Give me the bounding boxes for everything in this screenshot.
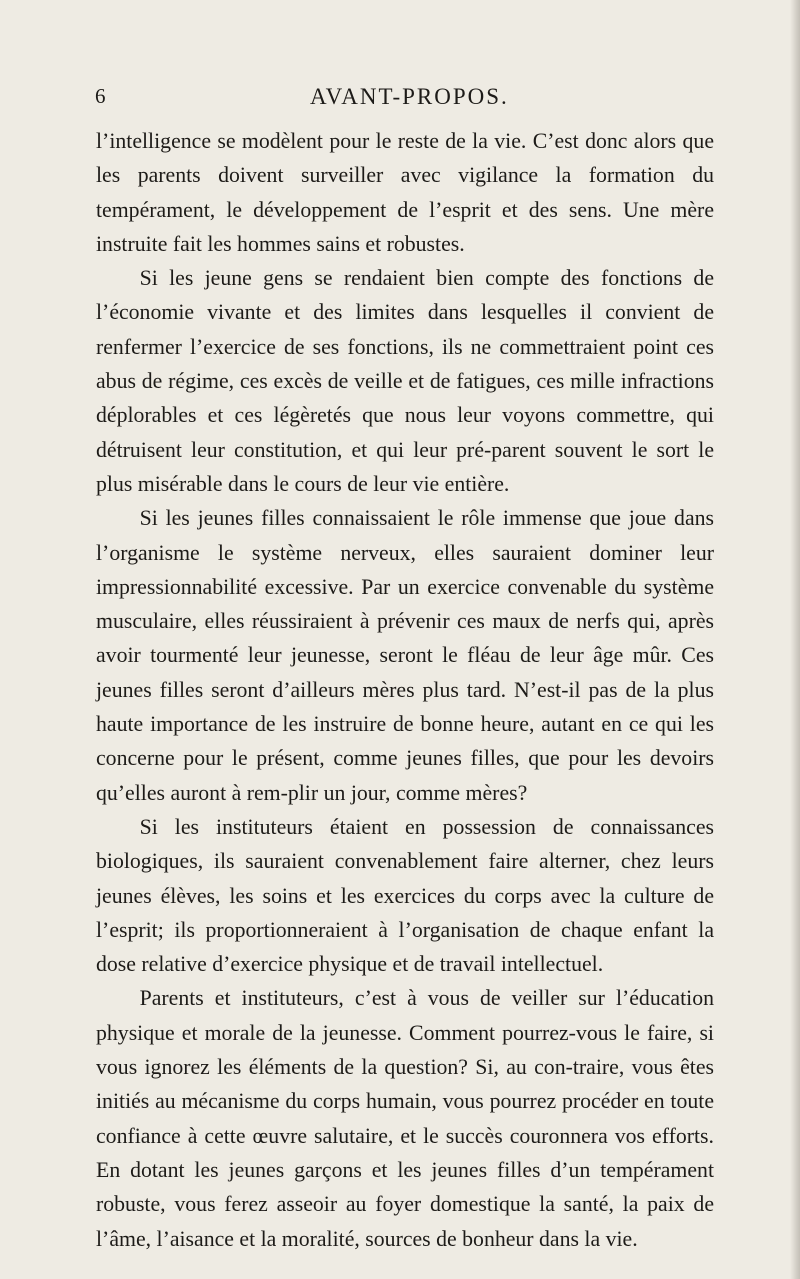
body-text xyxy=(96,124,714,1256)
paragraph: Si les instituteurs étaient en possession de connaissances biologiques, ils sauraient convenablement faire alterner, chez leurs jeunes élèves, les soins et les exercices du corps avec la culture de l’esprit; ils proportionneraient à l’organisation de chaque enfant la dose relative d’exercice physique et de travail intellectuel. xyxy=(96,814,714,977)
paragraph: Parents et instituteurs, c’est à vous de veiller sur l’éducation physique et morale de la jeunesse. Comment pourrez-vous le faire, si vous ignorez les éléments de la question? Si, au con-traire, vous êtes initiés au mécanisme du corps humain, vous pourrez procéder en toute confiance à cette œuvre salutaire, et le succès couronnera vos efforts. En dotant les jeunes garçons et les jeunes filles d’un tempérament robuste, vous ferez asseoir au foyer domestique la santé, la paix de l’âme, l’aisance et la moralité, sources de bonheur dans la vie. xyxy=(96,986,714,1251)
page-number: 6 xyxy=(95,84,106,108)
paragraph-continued: l’intelligence se modèlent pour le reste de la vie. C’est donc alors que les parents doivent surveiller avec vigilance la formation du tempérament, le développement de l’esprit et des sens. Une mère instruite fait les hommes sains et robustes. xyxy=(96,129,714,256)
page-header xyxy=(0,84,800,114)
page-edge-shadow xyxy=(790,0,800,1279)
paragraph: Si les jeune gens se rendaient bien compte des fonctions de l’économie vivante et des limites dans lesquelles il convient de renfermer l’exercice de ses fonctions, ils ne commettraient point ces abus de régime, ces excès de veille et de fatigues, ces mille infractions déplorables et ces légèretés que nous leur voyons commettre, qui détruisent leur constitution, et qui leur pré-parent souvent le sort le plus misérable dans le cours de leur vie entière. xyxy=(96,266,714,496)
paragraph: Si les jeunes filles connaissaient le rôle immense que joue dans l’organisme le système nerveux, elles sauraient dominer leur impressionnabilité excessive. Par un exercice convenable du système musculaire, elles réussiraient à prévenir ces maux de nerfs qui, après avoir tourmenté leur jeunesse, seront le fléau de leur âge mûr. Ces jeunes filles seront d’ailleurs mères plus tard. N’est-il pas de la plus haute importance de les instruire de bonne heure, autant en ce qui les concerne pour le présent, comme jeunes filles, que pour les devoirs qu’elles auront à rem-plir un jour, comme mères? xyxy=(96,506,714,805)
running-title: AVANT-PROPOS. xyxy=(310,84,509,109)
